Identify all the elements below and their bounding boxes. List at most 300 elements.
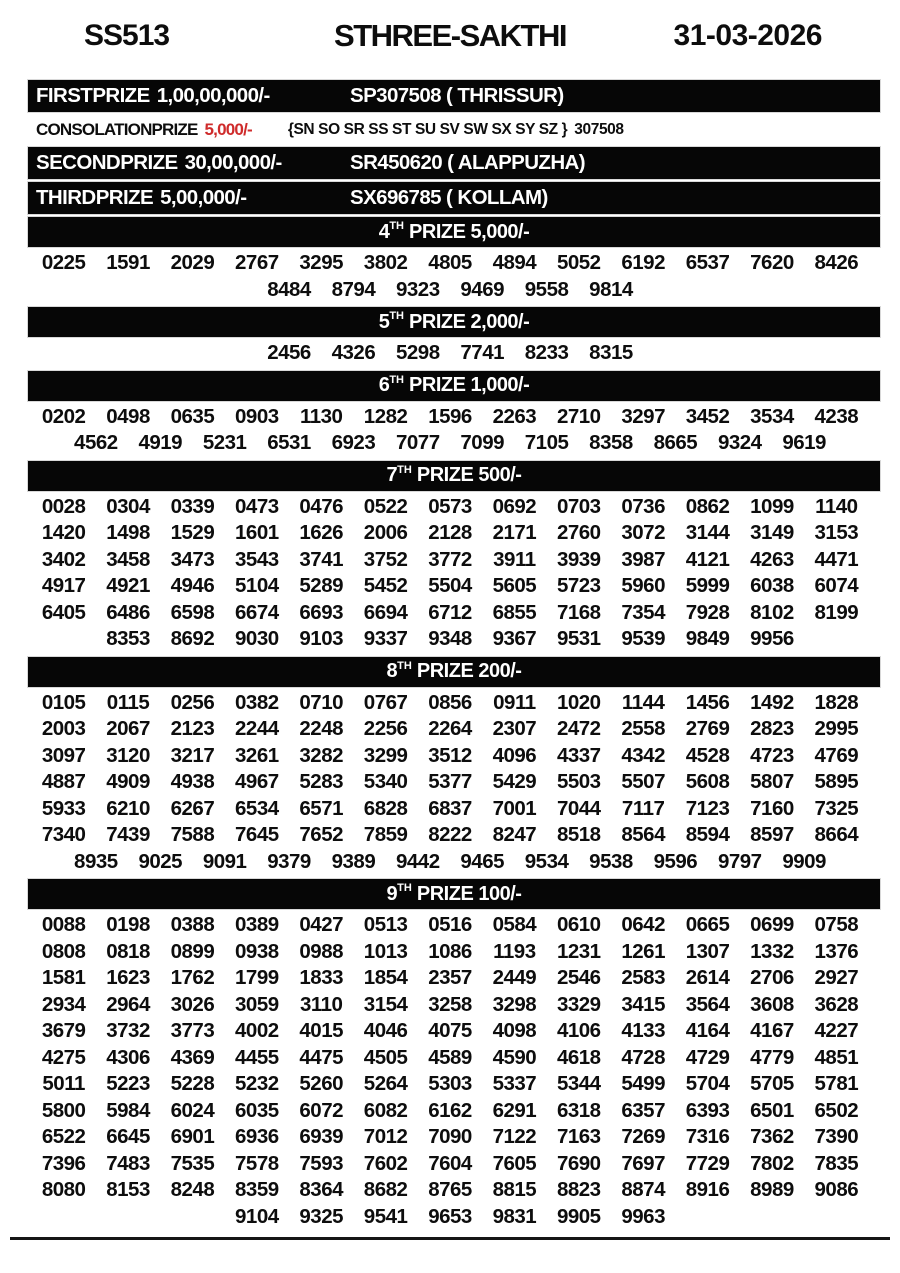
prize-number: 4342 — [621, 743, 665, 767]
prize-number: 4275 — [41, 1045, 86, 1069]
prize-number: 4769 — [814, 743, 859, 767]
prize-number: 5228 — [170, 1072, 215, 1095]
prize-number: 4805 — [428, 251, 472, 274]
prize-number: 5704 — [685, 1072, 730, 1095]
first-prize-amount: 1,00,00,000/- — [156, 84, 270, 107]
prize-number: 4227 — [814, 1019, 859, 1042]
prize-number: 2710 — [556, 404, 601, 428]
prize-number: 1854 — [363, 966, 408, 989]
prize-number: 3329 — [556, 992, 601, 1016]
prize-number: 8248 — [170, 1178, 215, 1201]
prize-number: 2029 — [170, 251, 215, 274]
prize-ordinal-suffix: TH — [389, 310, 404, 322]
prize-section — [0, 307, 900, 368]
prize-number: 5104 — [235, 574, 279, 597]
prize-number: 5298 — [396, 341, 440, 364]
prize-number: 4471 — [814, 547, 859, 571]
prize-number: 0710 — [299, 690, 344, 714]
prize-number: 9025 — [138, 849, 183, 873]
prize-number: 3217 — [170, 743, 215, 767]
prize-number: 3911 — [493, 547, 536, 571]
prize-number: 0427 — [299, 913, 344, 936]
prize-number: 2263 — [492, 404, 537, 428]
prize-number: 1099 — [750, 494, 794, 518]
prize-section — [0, 217, 900, 304]
prize-number-row — [0, 849, 900, 876]
prize-ordinal: 9 — [386, 882, 398, 905]
second-prize-left — [36, 151, 350, 175]
prize-number: 3149 — [750, 521, 794, 544]
prize-number: 4121 — [685, 547, 730, 571]
prize-number: 1833 — [299, 966, 344, 989]
prize-number-row — [0, 743, 900, 770]
prize-number: 8426 — [814, 251, 859, 274]
consolation-prize-row — [28, 115, 880, 144]
prize-number: 5011 — [42, 1072, 85, 1095]
prize-number: 8594 — [685, 823, 730, 846]
second-prize-label: SECOND PRIZE — [36, 151, 178, 174]
prize-number: 9909 — [782, 849, 826, 873]
prize-number: 0339 — [170, 494, 215, 518]
prize-number: 0692 — [492, 494, 537, 518]
prize-number: 3608 — [750, 992, 794, 1016]
prize-number-row — [0, 1071, 900, 1098]
prize-number: 5223 — [106, 1072, 150, 1095]
prize-number: 4562 — [74, 431, 118, 454]
prize-number: 2307 — [492, 717, 537, 740]
prize-number-row — [0, 1151, 900, 1178]
prize-number: 7077 — [396, 431, 440, 454]
prize-number: 6357 — [621, 1098, 665, 1122]
prize-number: 6192 — [621, 251, 665, 274]
prize-number: 5264 — [363, 1072, 408, 1095]
prize-number: 9538 — [589, 849, 633, 873]
prize-number: 2003 — [41, 717, 86, 740]
prize-number: 7690 — [556, 1151, 601, 1175]
prize-number: 0256 — [170, 690, 215, 714]
prize-number: 9797 — [717, 849, 762, 873]
prize-number: 1626 — [299, 521, 344, 544]
prize-number: 7652 — [299, 823, 344, 846]
third-prize-left — [36, 186, 350, 210]
prize-number: 6486 — [106, 600, 150, 624]
prize-number: 7117 — [621, 796, 665, 820]
prize-number: 0198 — [106, 913, 150, 936]
prize-number: 3415 — [621, 992, 665, 1016]
prize-number: 0522 — [363, 494, 408, 518]
prize-number: 9539 — [621, 627, 665, 650]
prize-number: 6082 — [363, 1098, 408, 1122]
prize-number: 8916 — [685, 1178, 730, 1201]
prize-number: 4723 — [750, 743, 794, 767]
prize-number: 9442 — [396, 849, 440, 873]
prize-ordinal-suffix: TH — [397, 882, 412, 894]
prize-number: 6837 — [428, 796, 472, 820]
prize-number: 5807 — [750, 770, 794, 793]
prize-number: 1282 — [363, 404, 408, 428]
prize-number: 3543 — [235, 547, 279, 571]
prize-number: 1086 — [428, 939, 472, 963]
prize-number: 9104 — [235, 1204, 279, 1228]
prize-number: 7859 — [363, 823, 408, 846]
prize-number: 0202 — [41, 404, 86, 428]
prize-number: 6072 — [299, 1098, 344, 1122]
prize-number-row — [0, 600, 900, 627]
prize-number: 5984 — [106, 1098, 150, 1122]
prize-number: 7802 — [750, 1151, 794, 1175]
prize-number: 5608 — [685, 770, 730, 793]
prize-number: 0938 — [235, 939, 279, 963]
prize-number: 0304 — [106, 494, 150, 518]
prize-number-row — [0, 992, 900, 1019]
prize-number: 6936 — [235, 1125, 279, 1148]
prize-number: 8484 — [267, 277, 311, 301]
prize-number: 7269 — [621, 1125, 665, 1148]
prize-number: 8315 — [589, 341, 633, 364]
prize-number: 6501 — [750, 1098, 794, 1122]
prize-number: 4133 — [621, 1019, 665, 1042]
prize-number-rows — [0, 493, 900, 654]
prize-number: 8353 — [106, 627, 150, 650]
prize-number: 1529 — [170, 521, 215, 544]
prize-number-rows — [0, 689, 900, 877]
prize-number: 6035 — [235, 1098, 279, 1122]
prize-number: 5504 — [428, 574, 472, 597]
prize-number: 7325 — [814, 796, 859, 820]
prize-number: 3298 — [492, 992, 537, 1016]
prize-number: 7928 — [685, 600, 730, 624]
prize-number: 9963 — [621, 1204, 665, 1228]
prize-number: 0903 — [235, 404, 279, 428]
prize-number: 8153 — [106, 1178, 150, 1201]
prize-number: 6674 — [235, 600, 279, 624]
prize-number-row — [0, 250, 900, 277]
prize-number: 5303 — [428, 1072, 472, 1095]
prize-number: 1144 — [621, 690, 665, 714]
prize-number: 5337 — [492, 1072, 537, 1095]
prize-number: 3282 — [299, 743, 344, 767]
prize-number: 4167 — [750, 1019, 794, 1042]
prize-section-header — [28, 307, 880, 337]
prize-number: 1231 — [556, 939, 601, 963]
prize-number: 4779 — [750, 1045, 794, 1069]
prize-number: 8222 — [428, 823, 472, 846]
prize-number-row — [0, 404, 900, 431]
prize-number-row — [0, 912, 900, 939]
prize-number: 3153 — [814, 521, 859, 544]
lottery-title: STHREE-SAKTHI — [334, 18, 566, 53]
prize-number: 3987 — [621, 547, 665, 571]
prize-number: 2472 — [556, 717, 601, 740]
prize-number: 2456 — [267, 341, 311, 364]
prize-number: 5503 — [556, 770, 601, 793]
prize-number: 5052 — [556, 251, 601, 274]
prize-number: 0476 — [299, 494, 344, 518]
prize-number: 3534 — [750, 404, 794, 428]
prize-number: 7620 — [750, 251, 794, 274]
prize-number: 3802 — [363, 251, 408, 274]
prize-number: 4164 — [685, 1019, 730, 1042]
prize-number: 0498 — [106, 404, 150, 428]
prize-number: 6405 — [41, 600, 86, 624]
prize-number: 2357 — [428, 966, 472, 989]
prize-number: 4728 — [621, 1045, 665, 1069]
prize-number: 6393 — [685, 1098, 730, 1122]
prize-section — [0, 371, 900, 458]
prize-number: 0389 — [235, 913, 279, 936]
prize-number: 8874 — [621, 1178, 665, 1201]
prize-sections — [0, 217, 900, 1231]
prize-number: 5340 — [363, 770, 408, 793]
consolation-ticket-number: 307508 — [574, 120, 624, 138]
third-prize-winner: SX696785 ( KOLLAM) — [350, 186, 548, 209]
prize-number: 6318 — [556, 1098, 601, 1122]
prize-number: 6502 — [814, 1098, 859, 1122]
prize-number: 8359 — [235, 1178, 279, 1201]
prize-section-header — [28, 371, 880, 401]
first-prize-winner: SP307508 ( THRISSUR) — [350, 84, 564, 107]
prize-number: 3059 — [235, 992, 279, 1016]
prize-number: 5429 — [492, 770, 537, 793]
prize-number: 0516 — [428, 913, 472, 936]
prize-number: 8765 — [428, 1178, 472, 1201]
prize-number: 4106 — [556, 1019, 601, 1042]
prize-number: 7593 — [299, 1151, 344, 1175]
prize-number: 7001 — [492, 796, 537, 820]
prize-number: 3120 — [106, 743, 150, 767]
prize-section-header — [28, 461, 880, 491]
prize-header-text: PRIZE 2,000/- — [404, 310, 530, 333]
prize-number: 4369 — [170, 1045, 215, 1069]
prize-number: 1828 — [814, 690, 859, 714]
prize-number: 2006 — [363, 521, 408, 544]
prize-number: 4337 — [556, 743, 601, 767]
prize-number: 4887 — [41, 770, 86, 793]
prize-number: 4917 — [41, 574, 86, 597]
prize-number-rows — [0, 911, 900, 1231]
prize-number: 2706 — [750, 966, 794, 989]
prize-number: 8682 — [363, 1178, 408, 1201]
prize-number: 3939 — [556, 547, 601, 571]
prize-number: 1581 — [41, 966, 86, 989]
prize-number: 0573 — [428, 494, 472, 518]
prize-number: 3097 — [41, 743, 86, 767]
bottom-divider — [10, 1237, 890, 1240]
prize-number: 7535 — [170, 1151, 215, 1175]
prize-number: 7090 — [428, 1125, 472, 1148]
prize-number: 4589 — [428, 1045, 472, 1069]
prize-number: 6267 — [170, 796, 215, 820]
prize-number: 4075 — [428, 1019, 472, 1042]
prize-number: 6534 — [235, 796, 279, 820]
prize-number: 2823 — [750, 717, 794, 740]
prize-number: 1307 — [685, 939, 730, 963]
prize-ordinal: 6 — [378, 374, 390, 396]
prize-header-text: PRIZE 100/- — [411, 882, 522, 905]
prize-number: 7340 — [41, 823, 86, 846]
prize-number: 1498 — [106, 521, 150, 544]
prize-number: 9905 — [556, 1204, 601, 1228]
prize-number: 3773 — [170, 1019, 215, 1042]
prize-number: 7122 — [492, 1125, 537, 1148]
prize-number: 9653 — [428, 1204, 472, 1228]
prize-number: 6571 — [299, 796, 344, 820]
prize-number: 9469 — [460, 277, 504, 301]
second-prize-winner: SR450620 ( ALAPPUZHA) — [350, 151, 585, 174]
prize-number: 4263 — [750, 547, 794, 571]
prize-number: 3752 — [363, 547, 408, 571]
prize-number: 2123 — [170, 717, 215, 740]
prize-number: 4306 — [106, 1045, 150, 1069]
prize-number: 7354 — [621, 600, 665, 624]
prize-number-row — [0, 340, 900, 367]
prize-number: 4098 — [492, 1019, 537, 1042]
prize-number: 9956 — [750, 627, 794, 650]
prize-header-text: PRIZE 200/- — [411, 660, 522, 682]
prize-number: 2546 — [556, 966, 601, 989]
prize-section — [0, 657, 900, 877]
prize-number: 1799 — [235, 966, 279, 989]
prize-number: 2248 — [299, 717, 344, 740]
prize-number: 7645 — [235, 823, 279, 846]
prize-number: 4238 — [814, 404, 859, 428]
prize-number: 4729 — [685, 1045, 730, 1069]
prize-number: 0911 — [493, 690, 536, 714]
prize-number: 0088 — [41, 913, 86, 936]
prize-number: 8665 — [653, 431, 698, 454]
prize-number: 5960 — [621, 574, 665, 597]
prize-number: 5781 — [814, 1072, 859, 1095]
prize-number: 4505 — [363, 1045, 408, 1069]
prize-number: 4326 — [331, 341, 376, 364]
second-prize-bar — [28, 147, 880, 179]
prize-number: 7835 — [814, 1151, 859, 1175]
prize-number: 9086 — [814, 1178, 859, 1201]
consolation-prize-amount: 5,000/- — [204, 119, 252, 139]
prize-number: 8597 — [750, 823, 794, 846]
prize-header-text: PRIZE 500/- — [411, 464, 522, 486]
prize-number: 1456 — [685, 690, 730, 714]
prize-number: 5605 — [492, 574, 537, 597]
prize-number: 0736 — [621, 494, 665, 518]
third-prize-amount: 5,00,000/- — [160, 186, 247, 209]
prize-number: 1140 — [815, 494, 858, 518]
prize-section — [0, 461, 900, 654]
prize-number: 2934 — [41, 992, 86, 1016]
prize-number: 2449 — [492, 966, 537, 989]
prize-number: 7588 — [170, 823, 215, 846]
prize-number: 4096 — [492, 743, 537, 767]
consolation-series-list: {SN SO SR SS ST SU SV SW SX SY SZ } — [287, 120, 568, 138]
prize-number: 8664 — [814, 823, 859, 846]
prize-number: 0388 — [170, 913, 215, 936]
prize-number: 6210 — [106, 796, 150, 820]
prize-number: 4618 — [556, 1045, 601, 1069]
prize-number: 6162 — [428, 1098, 472, 1122]
prize-number: 5377 — [428, 770, 472, 793]
prize-number: 0635 — [170, 404, 215, 428]
prize-number: 3564 — [685, 992, 730, 1016]
prize-number: 7390 — [814, 1125, 859, 1148]
prize-number: 5289 — [299, 574, 344, 597]
prize-number: 1601 — [235, 521, 279, 544]
prize-number: 6522 — [41, 1125, 86, 1148]
prize-number: 2171 — [492, 521, 537, 544]
prize-number: 4046 — [363, 1019, 408, 1042]
prize-number: 9337 — [363, 627, 408, 650]
prize-number: 3452 — [685, 404, 730, 428]
prize-ordinal: 7 — [386, 464, 398, 486]
prize-number: 5452 — [363, 574, 408, 597]
prize-number: 6855 — [492, 600, 537, 624]
prize-number: 0808 — [41, 939, 86, 963]
prize-number: 9379 — [267, 849, 311, 873]
prize-number-row — [0, 547, 900, 574]
prize-number: 2264 — [428, 717, 472, 740]
prize-ordinal-suffix: TH — [397, 463, 412, 476]
prize-number-rows — [0, 339, 900, 368]
prize-number: 6712 — [428, 600, 472, 624]
prize-number: 4455 — [235, 1045, 279, 1069]
prize-number: 2128 — [428, 521, 472, 544]
prize-number-rows — [0, 249, 900, 304]
prize-number: 9619 — [782, 431, 826, 454]
prize-number: 0767 — [363, 690, 408, 714]
prize-number: 0899 — [170, 939, 215, 963]
prize-number: 3741 — [299, 547, 344, 571]
prize-number: 8935 — [74, 849, 118, 873]
prize-ordinal: 5 — [378, 310, 390, 333]
prize-number: 2256 — [363, 717, 408, 740]
prize-number: 4946 — [170, 574, 215, 597]
prize-number-row — [0, 965, 900, 992]
prize-number: 0513 — [363, 913, 408, 936]
prize-number: 3772 — [428, 547, 472, 571]
prize-number: 2964 — [106, 992, 150, 1016]
prize-section-header — [28, 879, 880, 909]
prize-number: 8364 — [299, 1178, 344, 1201]
prize-number: 1492 — [750, 690, 794, 714]
first-prize-bar — [28, 80, 880, 112]
prize-number: 1376 — [814, 939, 859, 963]
prize-number: 4475 — [299, 1045, 344, 1069]
prize-number-row — [0, 520, 900, 547]
prize-number: 6291 — [492, 1098, 537, 1122]
prize-number: 3110 — [299, 992, 343, 1016]
prize-number: 2760 — [556, 521, 601, 544]
prize-number: 9465 — [460, 849, 504, 873]
prize-number: 2767 — [235, 251, 279, 274]
prize-number: 7604 — [428, 1151, 472, 1175]
prize-number: 7123 — [685, 796, 730, 820]
prize-number: 6694 — [363, 600, 408, 624]
prize-number: 0856 — [428, 690, 472, 714]
prize-number: 5800 — [41, 1098, 86, 1122]
prize-number: 4894 — [492, 251, 537, 274]
prize-number: 2583 — [621, 966, 665, 989]
consolation-prize-label: CONSOLATION PRIZE — [36, 119, 198, 139]
prize-number: 1020 — [556, 690, 601, 714]
prize-number: 8247 — [492, 823, 537, 846]
prize-number: 9323 — [396, 277, 440, 301]
prize-number: 2558 — [621, 717, 665, 740]
prize-number: 3261 — [235, 743, 279, 767]
prize-number-row — [0, 769, 900, 796]
first-prize-label: FIRST PRIZE — [36, 84, 150, 107]
prize-number: 5507 — [621, 770, 665, 793]
draw-date: 31-03-2026 — [673, 19, 822, 52]
draw-number: SS513 — [84, 19, 170, 52]
